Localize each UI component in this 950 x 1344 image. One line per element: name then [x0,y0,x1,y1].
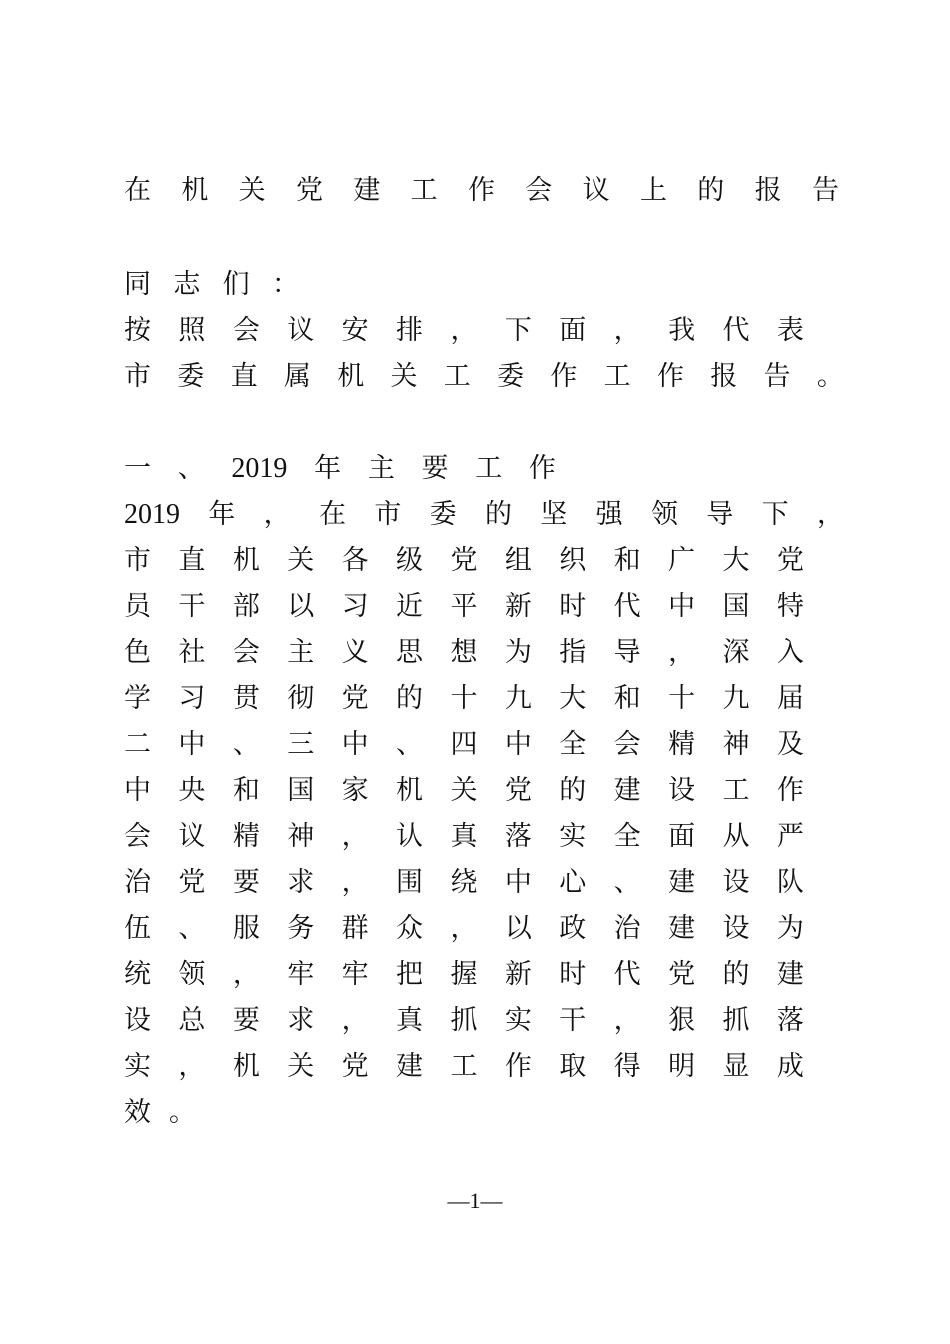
body-line: 治 党 要 求 ， 围 绕 中 心 、 建 设 队 [124,867,804,898]
body-line: 市 直 机 关 各 级 党 组 织 和 广 大 党 [124,545,804,576]
body-line: 员 干 部 以 习 近 平 新 时 代 中 国 特 [124,591,804,622]
body-line: 效 。 [124,1097,196,1128]
body-line: 学 习 贯 彻 党 的 十 九 大 和 十 九 届 [124,683,804,714]
body-line: 2019 年 ， 在 市 委 的 坚 强 领 导 下 ， [124,499,844,530]
document-title: 在 机 关 党 建 工 作 会 议 上 的 报 告 [124,175,839,206]
body-line: 统 领 ， 牢 牢 把 握 新 时 代 党 的 建 [124,959,804,990]
body-line: 伍 、 服 务 群 众 ， 以 政 治 建 设 为 [124,913,804,944]
intro-line: 按 照 会 议 安 排 ， 下 面 ， 我 代 表 [124,315,804,346]
page-number: —1— [447,1188,503,1213]
body-line: 设 总 要 求 ， 真 抓 实 干 ， 狠 抓 落 [124,1005,804,1036]
body-line: 二 中 、 三 中 、 四 中 全 会 精 神 及 [124,729,804,760]
body-line: 会 议 精 神 ， 认 真 落 实 全 面 从 严 [124,821,804,852]
section-heading: 一 、 2019 年 主 要 工 作 [124,453,556,484]
body-line: 中 央 和 国 家 机 关 党 的 建 设 工 作 [124,775,804,806]
body-line: 实 ， 机 关 党 建 工 作 取 得 明 显 成 [124,1051,804,1082]
body-line: 色 社 会 主 义 思 想 为 指 导 ， 深 入 [124,637,804,668]
intro-line: 市 委 直 属 机 关 工 委 作 工 作 报 告 。 [124,361,844,392]
greeting: 同 志 们 ： [124,269,299,300]
